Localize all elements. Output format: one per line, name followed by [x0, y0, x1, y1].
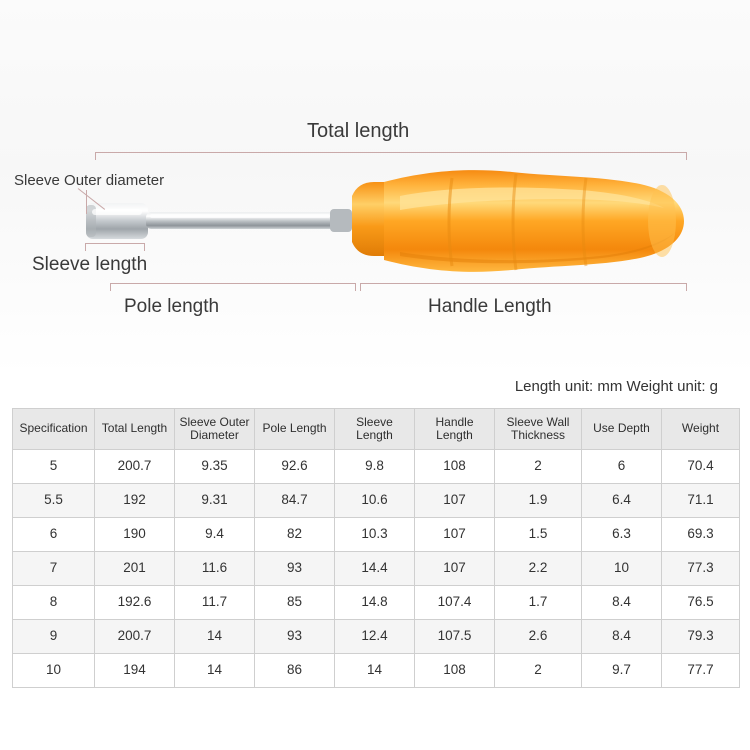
table-cell: 79.3 — [662, 620, 740, 654]
table-cell: 14.4 — [335, 552, 415, 586]
table-cell: 107 — [415, 552, 495, 586]
table-cell: 1.7 — [495, 586, 582, 620]
cell-specification: 6 — [13, 518, 95, 552]
table-cell: 10.3 — [335, 518, 415, 552]
table-cell: 93 — [255, 620, 335, 654]
label-sleeve-length: Sleeve length — [32, 254, 148, 275]
specification-table — [12, 408, 740, 688]
table-cell: 70.4 — [662, 450, 740, 484]
table-row — [13, 620, 740, 654]
handle-part — [352, 170, 684, 272]
table-cell: 190 — [95, 518, 175, 552]
table-cell: 107 — [415, 484, 495, 518]
table-cell: 9.35 — [175, 450, 255, 484]
sleeve-outer-diameter-leader — [86, 190, 113, 214]
cell-specification: 8 — [13, 586, 95, 620]
table-row — [13, 484, 740, 518]
table-cell: 11.6 — [175, 552, 255, 586]
table-row — [13, 450, 740, 484]
table-cell: 10 — [582, 552, 662, 586]
table-cell: 9.8 — [335, 450, 415, 484]
label-sleeve-outer-diameter: Sleeve Outer diameter — [14, 172, 165, 189]
specification-table-body — [13, 450, 740, 688]
table-cell: 77.3 — [662, 552, 740, 586]
table-cell: 93 — [255, 552, 335, 586]
table-cell: 192.6 — [95, 586, 175, 620]
handle-length-bracket — [360, 283, 687, 291]
pole-length-bracket — [110, 283, 356, 291]
table-cell: 107.5 — [415, 620, 495, 654]
table-cell: 108 — [415, 450, 495, 484]
table-cell: 14 — [335, 654, 415, 688]
table-cell: 8.4 — [582, 586, 662, 620]
table-cell: 82 — [255, 518, 335, 552]
table-row — [13, 654, 740, 688]
table-cell: 2.2 — [495, 552, 582, 586]
table-cell: 84.7 — [255, 484, 335, 518]
table-cell: 92.6 — [255, 450, 335, 484]
label-handle-length: Handle Length — [428, 296, 552, 317]
column-header-handle-length: Handle Length — [415, 409, 495, 450]
table-row — [13, 586, 740, 620]
total-length-bracket — [95, 152, 687, 160]
table-cell: 14 — [175, 620, 255, 654]
cell-specification: 5.5 — [13, 484, 95, 518]
cell-specification: 9 — [13, 620, 95, 654]
table-cell: 200.7 — [95, 620, 175, 654]
column-header-pole-length: Pole Length — [255, 409, 335, 450]
table-cell: 85 — [255, 586, 335, 620]
table-cell: 9.31 — [175, 484, 255, 518]
column-header-use-depth: Use Depth — [582, 409, 662, 450]
table-cell: 1.9 — [495, 484, 582, 518]
table-cell: 71.1 — [662, 484, 740, 518]
pole-shaft — [146, 209, 352, 232]
label-pole-length: Pole length — [124, 296, 220, 317]
table-cell: 2.6 — [495, 620, 582, 654]
column-header-sleeve-length: Sleeve Length — [335, 409, 415, 450]
column-header-total-length: Total Length — [95, 409, 175, 450]
table-cell: 6.3 — [582, 518, 662, 552]
table-cell: 200.7 — [95, 450, 175, 484]
table-cell: 6 — [582, 450, 662, 484]
column-header-weight: Weight — [662, 409, 740, 450]
units-caption: Length unit: mm Weight unit: g — [514, 378, 718, 395]
label-total-length: Total length — [307, 120, 410, 142]
table-cell: 2 — [495, 450, 582, 484]
cell-specification: 10 — [13, 654, 95, 688]
table-cell: 107.4 — [415, 586, 495, 620]
sleeve-length-bracket — [85, 243, 145, 251]
table-cell: 11.7 — [175, 586, 255, 620]
table-cell: 194 — [95, 654, 175, 688]
table-cell: 9.7 — [582, 654, 662, 688]
table-cell: 14.8 — [335, 586, 415, 620]
column-header-sleeve-wall-thickness: Sleeve Wall Thickness — [495, 409, 582, 450]
specification-table-wrapper — [12, 408, 739, 688]
table-row — [13, 552, 740, 586]
table-cell: 69.3 — [662, 518, 740, 552]
table-cell: 12.4 — [335, 620, 415, 654]
cell-specification: 5 — [13, 450, 95, 484]
column-header-sleeve-outer-diameter: Sleeve Outer Diameter — [175, 409, 255, 450]
table-cell: 108 — [415, 654, 495, 688]
table-cell: 1.5 — [495, 518, 582, 552]
table-cell: 201 — [95, 552, 175, 586]
table-header-row — [13, 409, 740, 450]
table-cell: 9.4 — [175, 518, 255, 552]
table-cell: 10.6 — [335, 484, 415, 518]
table-cell: 14 — [175, 654, 255, 688]
column-header-specification: Specification — [13, 409, 95, 450]
table-row — [13, 518, 740, 552]
table-cell: 107 — [415, 518, 495, 552]
table-cell: 76.5 — [662, 586, 740, 620]
table-cell: 8.4 — [582, 620, 662, 654]
cell-specification: 7 — [13, 552, 95, 586]
table-cell: 77.7 — [662, 654, 740, 688]
table-cell: 6.4 — [582, 484, 662, 518]
table-cell: 2 — [495, 654, 582, 688]
table-cell: 86 — [255, 654, 335, 688]
table-cell: 192 — [95, 484, 175, 518]
